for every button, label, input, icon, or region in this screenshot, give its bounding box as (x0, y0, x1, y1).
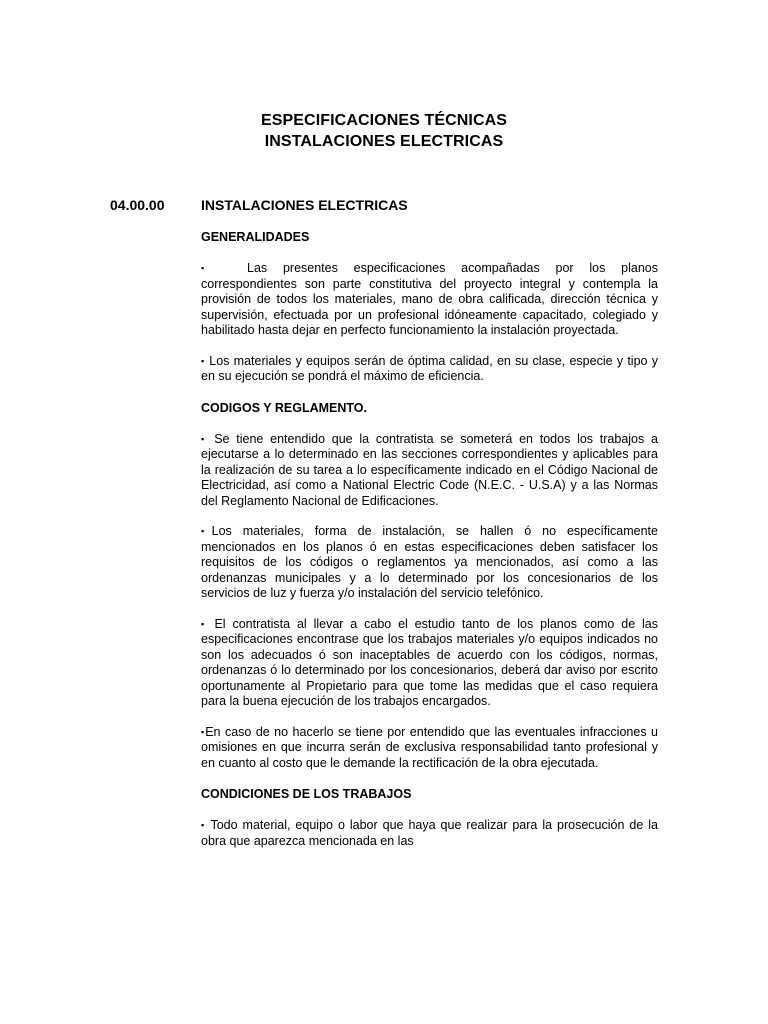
paragraph-condiciones-1 (201, 818, 658, 849)
paragraph-text: El contratista al llevar a cabo el estudio tanto de los planos como de las especificaciones encontrase que los trabajos materiales y/o equipos indicados no son los adecuados ó son inaceptables de acuerdo con los códigos, normas, ordenanzas ó lo determinado por los concesionarios, deberá dar aviso por escrito oportunamente al Propietario para que tome las medidas que el caso requiera para la buena ejecución de los trabajos encargados. (201, 616, 658, 708)
paragraph-generalidades-1 (201, 261, 658, 339)
section-body (201, 229, 658, 849)
bullet-icon: ▪ (201, 526, 212, 536)
bullet-icon: ▪ (201, 263, 205, 273)
paragraph-text: Se tiene entendido que la contratista se someterá en todos los trabajos a ejecutarse a lo determinado en las secciones correspondientes y aplicables para la realización de su tarea a lo específicamente indicado en el Código Nacional de Electricidad, así como a National Electric Code (N.E.C. - U.S.A) y a las Normas del Reglamento Nacional de Edificaciones. (201, 431, 658, 508)
paragraph-codigos-2 (201, 524, 658, 602)
paragraph-codigos-3 (201, 617, 658, 710)
bullet-icon: ▪ (201, 355, 205, 366)
subheading-condiciones: CONDICIONES DE LOS TRABAJOS (201, 787, 412, 801)
bullet-icon: ▪ (201, 618, 208, 629)
paragraph-text: Los materiales y equipos serán de óptima calidad, en su clase, especie y tipo y en su ejecución se pondrá el máximo de eficiencia. (201, 353, 658, 383)
section-number: 04.00.00 (110, 197, 165, 213)
paragraph-generalidades-2 (201, 354, 658, 385)
bullet-icon: ▪ (201, 820, 206, 830)
subheading-codigos: CODIGOS Y REGLAMENTO. (201, 400, 367, 415)
paragraph-text: Las presentes especificaciones acompañadas por los planos correspondientes son parte constitutiva del proyecto integral y contempla la provisión de todos los materiales, mano de obra calificada, dirección técnica y supervisión, efectuada por un profesional idóneamente capacitado, colegiado y habilitado hasta dejar en perfecto funcionamiento la instalación proyectada. (201, 261, 658, 337)
bullet-icon: ▪ (201, 726, 206, 737)
paragraph-codigos-1 (201, 432, 658, 510)
subheading-generalidades: GENERALIDADES (201, 230, 310, 244)
paragraph-text: Todo material, equipo o labor que haya que realizar para la prosecución de la obra que aparezca mencionada en las (201, 818, 658, 848)
section-title: INSTALACIONES ELECTRICAS (201, 197, 408, 213)
paragraph-text: En caso de no hacerlo se tiene por entendido que las eventuales infracciones u omisiones en que incurra serán de exclusiva responsabilidad tanto profesional y en cuanto al costo que le demande la rectificación de la obra ejecutada. (201, 724, 658, 770)
paragraph-codigos-4 (201, 725, 658, 772)
bullet-icon: ▪ (201, 433, 208, 444)
document-title-line-1: ESPECIFICACIONES TÉCNICAS (260, 112, 508, 129)
document-title-line-2: INSTALACIONES ELECTRICAS (264, 133, 504, 150)
paragraph-text: Los materiales, forma de instalación, se hallen ó no específicamente mencionados en los planos ó en estas especificaciones deben satisfacer los requisitos de los códigos o reglamentos ya mencionados, así como a las ordenanzas municipales y a lo determinado por los concesionarios de los servicios de luz y fuerza y/o instalación del servicio telefónico. (201, 524, 658, 600)
